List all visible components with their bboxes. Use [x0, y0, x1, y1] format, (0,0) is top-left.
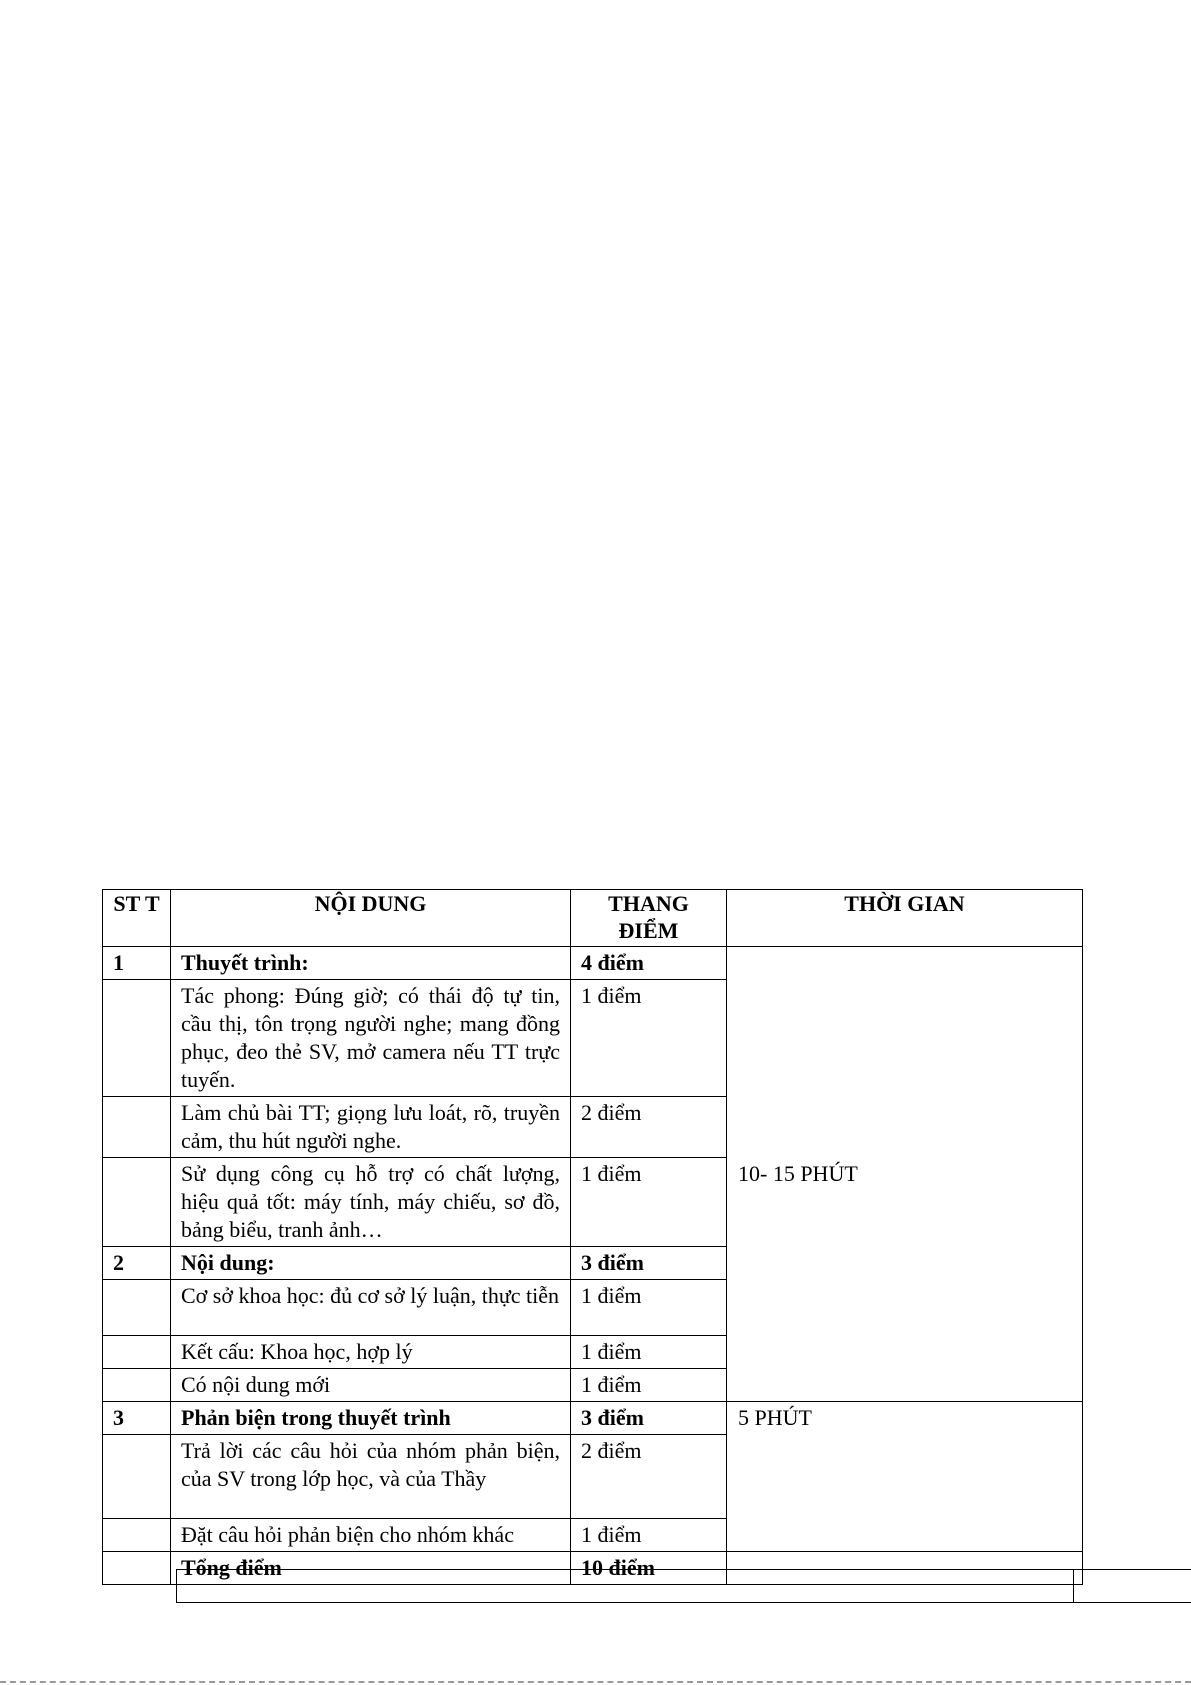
item-number-cell [103, 1435, 171, 1519]
total-label: Tổng điểm [171, 1552, 571, 1585]
item-text: Tác phong: Đúng giờ; có thái độ tự tin, cầu thị, tôn trọng người nghe; mang đồng phục, đeo thẻ SV, mở camera nếu TT trực tuyến. [171, 980, 571, 1097]
trailing-table-row [176, 1569, 1191, 1603]
time-cell-section-3: 5 PHÚT [727, 1402, 1083, 1552]
section-number: 1 [103, 947, 171, 980]
item-score: 1 điểm [571, 1280, 727, 1336]
section-title: Nội dung: [171, 1247, 571, 1280]
header-stt: ST T [103, 890, 171, 947]
section-score: 3 điểm [571, 1247, 727, 1280]
item-text: Trả lời các câu hỏi của nhóm phản biện, của SV trong lớp học, và của Thầy [171, 1435, 571, 1519]
trailing-cell [177, 1570, 1074, 1603]
total-score: 10 điểm [571, 1552, 727, 1585]
item-number-cell [103, 1280, 171, 1336]
section-row [103, 947, 1083, 980]
item-number-cell [103, 1519, 171, 1552]
item-text: Kết cấu: Khoa học, hợp lý [171, 1336, 571, 1369]
section-row [103, 1402, 1083, 1435]
section-title: Phản biện trong thuyết trình [171, 1402, 571, 1435]
trailing-cell [1074, 1570, 1191, 1603]
header-content: NỘI DUNG [171, 890, 571, 947]
page-break-line [0, 1681, 1191, 1683]
item-text: Có nội dung mới [171, 1369, 571, 1402]
item-score: 1 điểm [571, 1369, 727, 1402]
item-score: 1 điểm [571, 1519, 727, 1552]
item-text: Đặt câu hỏi phản biện cho nhóm khác [171, 1519, 571, 1552]
item-number-cell [103, 1369, 171, 1402]
section-number: 2 [103, 1247, 171, 1280]
section-title: Thuyết trình: [171, 947, 571, 980]
header-time: THỜI GIAN [727, 890, 1083, 947]
item-number-cell [103, 1158, 171, 1247]
total-number-cell [103, 1552, 171, 1585]
item-number-cell [103, 980, 171, 1097]
section-score: 3 điểm [571, 1402, 727, 1435]
item-score: 2 điểm [571, 1435, 727, 1519]
item-text: Làm chủ bài TT; giọng lưu loát, rõ, truyền cảm, thu hút người nghe. [171, 1097, 571, 1158]
section-number: 3 [103, 1402, 171, 1435]
item-number-cell [103, 1097, 171, 1158]
item-score: 2 điểm [571, 1097, 727, 1158]
item-text: Sử dụng công cụ hỗ trợ có chất lượng, hiệu quả tốt: máy tính, máy chiếu, sơ đồ, bảng biểu, tranh ảnh… [171, 1158, 571, 1247]
item-score: 1 điểm [571, 980, 727, 1097]
item-score: 1 điểm [571, 1158, 727, 1247]
grading-rubric-table [102, 889, 1083, 1585]
item-text: Cơ sở khoa học: đủ cơ sở lý luận, thực tiễn [171, 1280, 571, 1336]
table-header-row [103, 890, 1083, 947]
time-cell-sections-1-2: 10- 15 PHÚT [727, 947, 1083, 1402]
header-score: THANG ĐIỂM [571, 890, 727, 947]
item-score: 1 điểm [571, 1336, 727, 1369]
item-number-cell [103, 1336, 171, 1369]
section-score: 4 điểm [571, 947, 727, 980]
